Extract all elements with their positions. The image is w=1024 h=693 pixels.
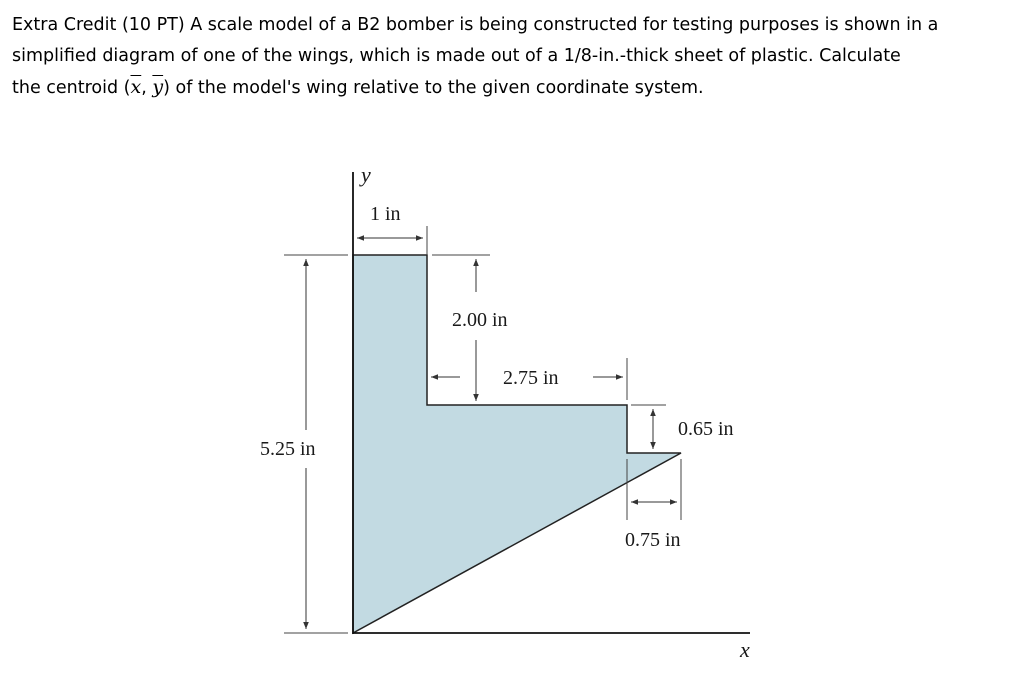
comma: , bbox=[141, 78, 153, 98]
x-axis-label: x bbox=[740, 637, 750, 662]
dim-label-total-height: 5.25 in bbox=[260, 438, 316, 460]
problem-line-2: simplified diagram of one of the wings, which is made out of a 1/8-in.-thick sheet of plastic. Calculate bbox=[12, 46, 901, 66]
dim-label-step-height: 2.00 in bbox=[452, 309, 508, 331]
dim-label-top-width: 1 in bbox=[370, 203, 401, 225]
dim-label-tip-width: 0.75 in bbox=[625, 529, 681, 551]
dim-label-step-width: 2.75 in bbox=[503, 367, 559, 389]
x-bar-symbol: $\overline{x}$ bbox=[130, 76, 142, 98]
problem-line-3-start: the centroid ( bbox=[12, 78, 131, 98]
problem-line-1: Extra Credit (10 PT) A scale model of a B2 bomber is being constructed for testing purposes is shown in a bbox=[12, 15, 939, 35]
problem-line-3-end: ) of the model's wing relative to the given coordinate system. bbox=[163, 78, 704, 98]
y-axis-label: y bbox=[361, 162, 371, 187]
dim-label-tip-height: 0.65 in bbox=[678, 418, 734, 440]
wing-shape bbox=[353, 255, 681, 633]
y-bar-symbol: $\overline{y}$ bbox=[152, 76, 164, 98]
